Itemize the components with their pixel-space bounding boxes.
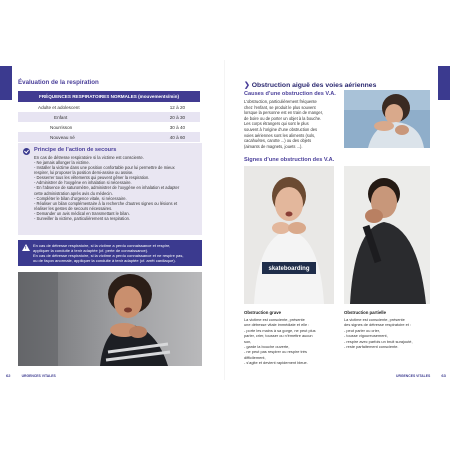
partial-obstruction-photo — [344, 166, 430, 304]
respiratory-rate-table — [18, 91, 200, 142]
text-line: (aimants de magnets, jouets ...). — [244, 143, 303, 149]
row-value: 20 à 30 — [155, 112, 200, 122]
footer-label: URGENCES VITALES — [396, 374, 431, 378]
warning-line: appliquer la conduite à tenir adaptée (cf. perte de connaissance). — [33, 248, 149, 253]
partielle-description — [344, 317, 430, 349]
text-line: une détresse vitale immédiate et elle : — [244, 322, 310, 328]
text-line: La victime est consciente, présente — [344, 317, 405, 322]
table-row — [18, 122, 200, 132]
warning-icon — [22, 244, 30, 251]
heading-text: Obstruction aiguë des voies aériennes — [251, 82, 377, 89]
list-item: - Desserrer tous les vêtements qui peuvent gêner la respiration. — [34, 175, 150, 181]
signs-title: Signes d’une obstruction des V.A. — [244, 157, 335, 163]
list-item: - Réaliser un bilan complémentaire à la recherche d’autres signes ou lésions et — [34, 200, 178, 206]
grave-description — [244, 317, 336, 366]
checkmark-icon — [23, 148, 30, 155]
text-line: chez l’enfant, se produit le plus souvent — [244, 104, 316, 110]
section-title: Évaluation de la respiration — [18, 79, 99, 86]
list-item: - En l’absence de saturomètre, administrer de l’oxygène en inhalation et adapter — [34, 185, 180, 191]
page-number: 62 — [6, 373, 11, 378]
text-line: - respire avec parfois un bruit surajouté, — [344, 338, 413, 344]
table-row — [18, 112, 200, 122]
text-line: souvent à l’origine d’une obstruction des — [244, 126, 318, 132]
text-line: - porte les mains à sa gorge, ne peut plus — [244, 327, 316, 333]
right-heading — [244, 81, 376, 89]
text-line: des signes de détresse respiratoire et : — [344, 322, 412, 328]
text-line: - peut parler ou crier, — [344, 327, 380, 333]
text-line: lorsque la personne est en train de manger, — [244, 110, 323, 116]
warning-text — [33, 243, 199, 263]
row-label: Adulte et adolescent — [38, 104, 80, 110]
list-item: - Ne jamais allonger la victime. — [34, 160, 90, 165]
row-value: 40 à 60 — [155, 132, 200, 142]
shirt-text: skateboarding — [268, 266, 310, 272]
list-item: - Administrer de l’oxygène en inhalation si nécessaire. — [34, 180, 132, 186]
list-item: cette administration après avis du médecin. — [34, 190, 113, 196]
table-row — [18, 132, 200, 142]
text-line: parler, crier, tousser ou n’émettre aucun — [244, 333, 313, 339]
right-page-tab — [438, 66, 450, 100]
table-row — [18, 102, 200, 112]
table-header: FRÉQUENCES RESPIRATOIRES NORMALES (mouvements/min) — [18, 91, 200, 102]
text-line: - tousse vigoureusement, — [344, 333, 388, 339]
warning-box — [18, 240, 202, 266]
text-line: - ne peut pas respirer ou respire très — [244, 349, 307, 355]
row-label: Nouveau né — [18, 132, 155, 142]
row-label: Enfant — [18, 112, 155, 122]
list-item: - Installer la victime dans une position confortable pour lui permettre de mieux — [34, 165, 175, 171]
left-footer — [6, 373, 56, 378]
text-line: - garde la bouche ouverte, — [244, 344, 290, 350]
principle-title: Principe de l’action de secours — [34, 147, 117, 153]
left-page-tab — [0, 66, 12, 100]
text-line: voies aériennes sont les aliments (sols, — [244, 132, 316, 138]
list-item: respirer, lui proposer la position demi-assise ou assise. — [34, 170, 134, 176]
text-line: - reste parfaitement consciente. — [344, 344, 399, 350]
page-number: 63 — [441, 373, 446, 378]
text-line: difficilement, — [244, 354, 266, 360]
row-label: Nourrisson — [50, 124, 73, 130]
text-line: cacahuètes, carotte ...) ou des objets — [244, 138, 312, 144]
row-value: 12 à 20 — [169, 104, 186, 110]
woman-coughing-photo — [344, 90, 430, 148]
choking-woman-photo — [18, 272, 202, 366]
causes-paragraph — [244, 99, 336, 149]
warning-line: ou de façon anormale, appliquer la conduite à tenir adaptée (cf. arrêt cardiaque). — [33, 258, 176, 263]
warning-line: En cas de détresse respiratoire, si la victime a perdu connaissance et respire, — [33, 243, 171, 248]
principle-intro: En cas de détresse respiratoire si la victime est consciente. — [34, 155, 144, 160]
principle-box — [18, 143, 202, 235]
text-line: La victime est consciente, présente — [244, 317, 305, 322]
list-item: réaliser les gestes de secours nécessaires. — [34, 205, 113, 211]
partielle-title: Obstruction partielle — [344, 310, 387, 315]
footer-label: URGENCES VITALES — [21, 374, 56, 378]
grave-title: Obstruction grave — [244, 310, 282, 315]
text-line: L’obstruction, particulièrement fréquente — [244, 99, 317, 104]
row-value: 30 à 40 — [169, 124, 186, 130]
list-item: - Surveiller la victime, particulièrement sa respiration. — [34, 216, 131, 222]
right-footer — [396, 373, 446, 378]
chevron-right-icon: ❯ — [244, 82, 250, 89]
causes-title: Causes d’une obstruction des V.A. — [244, 91, 336, 97]
text-line: de boire ou de porter un objet à la bouche. — [244, 115, 322, 121]
warning-line: En cas de détresse respiratoire, si la victime a perdu connaissance et ne respire pas, — [33, 253, 184, 258]
list-item: - Compléter le bilan d’urgence vitale, si nécessaire. — [34, 195, 127, 201]
principle-list — [34, 160, 198, 221]
list-item: - Demander un avis médical en transmettant le bilan. — [34, 210, 130, 216]
text-line: - s’agite et devient rapidement bleue. — [244, 360, 308, 366]
text-line: Les corps étrangers qui sont le plus — [244, 121, 309, 127]
severe-obstruction-photo — [244, 166, 334, 304]
text-line: son, — [244, 338, 252, 344]
